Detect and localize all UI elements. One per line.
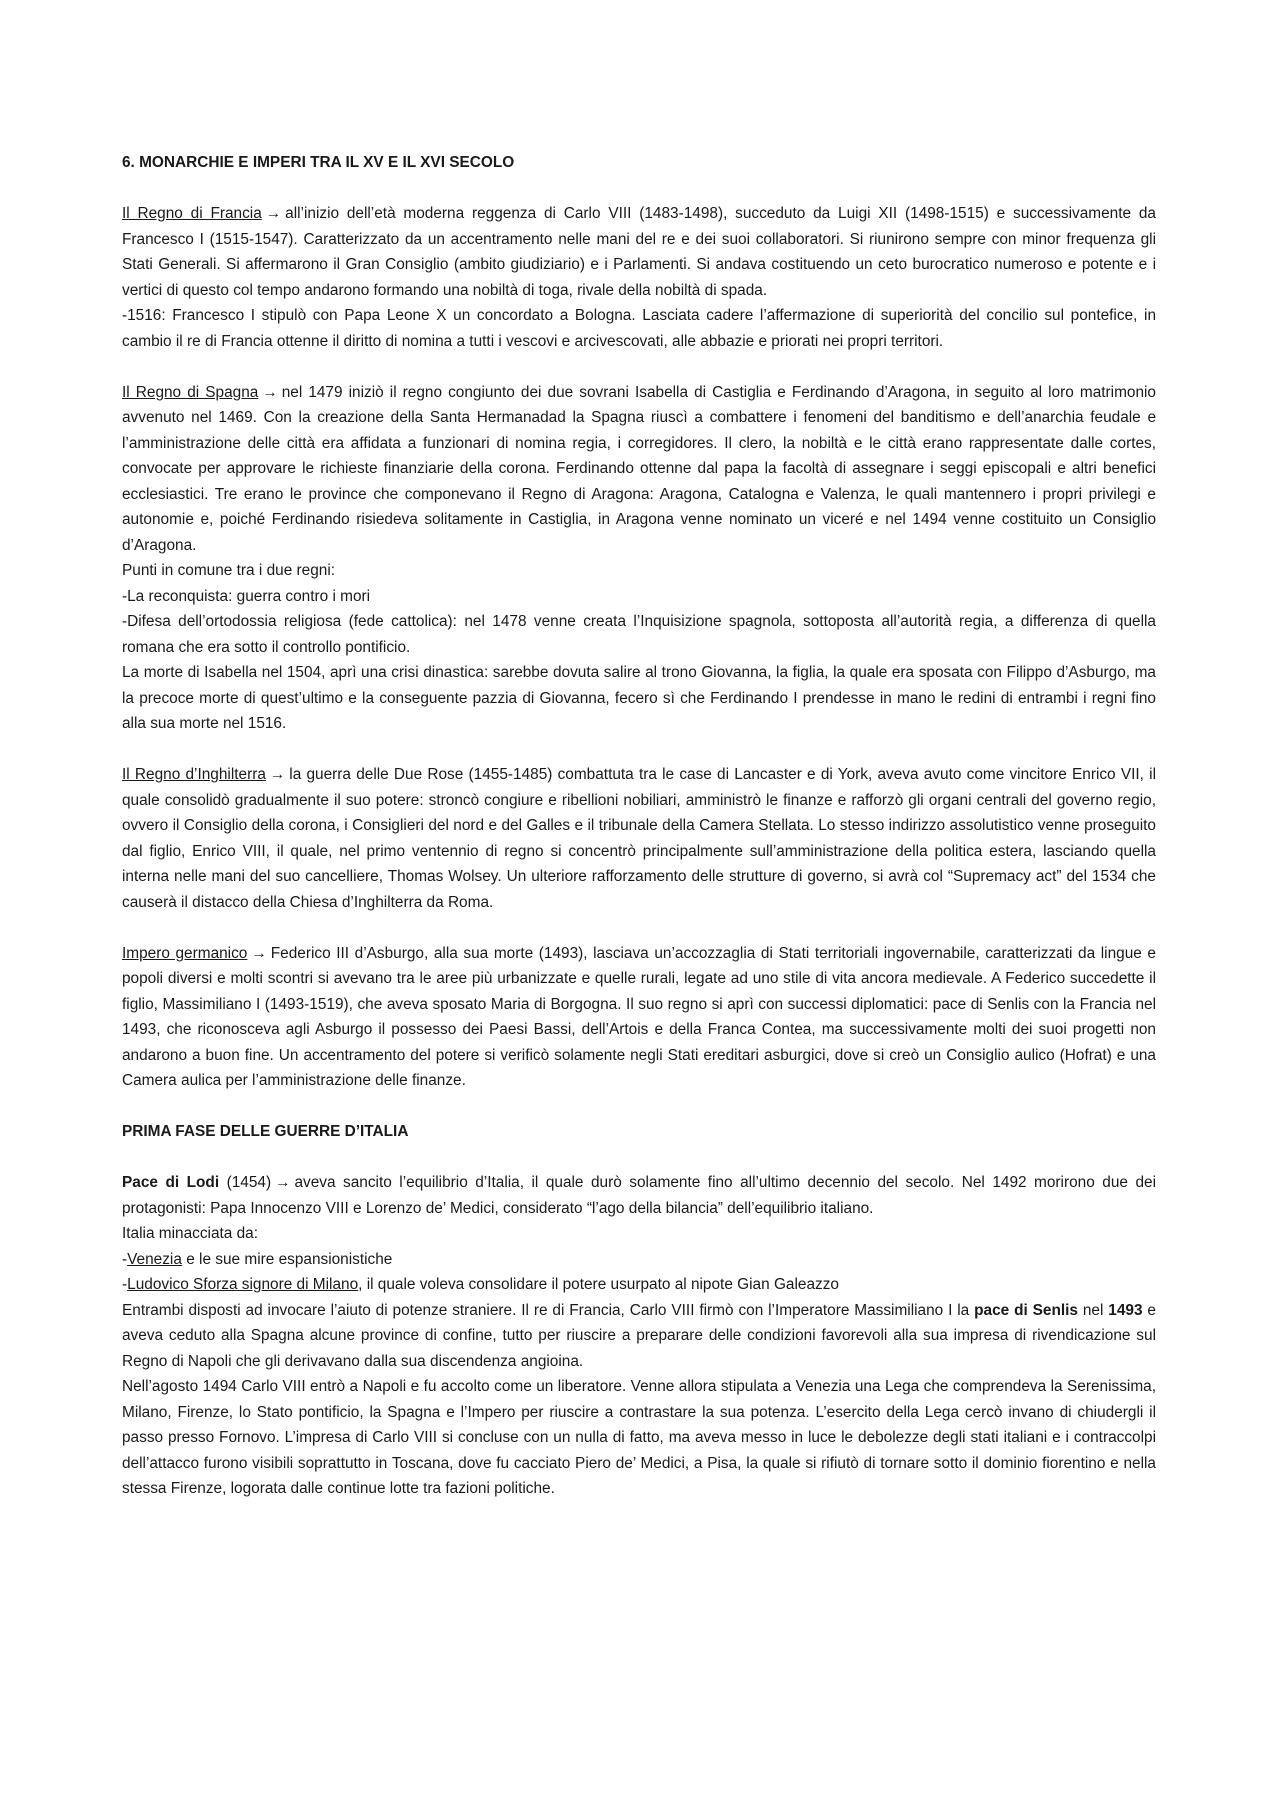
senlis-term: pace di Senlis (974, 1301, 1078, 1319)
lodi-year: (1454) (226, 1174, 272, 1191)
minacciata-line: Italia minacciata da: (122, 1225, 259, 1242)
section-guerre (122, 1170, 1156, 1502)
arrow-right-icon: → (265, 205, 282, 222)
section-impero (122, 941, 1156, 1094)
agosto-paragraph: Nell’agosto 1494 Carlo VIII entrò a Napoli e fu accolto come un liberatore. Venne allora stipulata a Venezia una Lega che comprendeva la Serenissima, Milano, Firenze, lo Stato pontificio, la Spagna e l’Impero per riuscire a contrastare la sua potenza. L’esercito della Lega cercò invano di chiudergli il passo presso Fornovo. L’impresa di Carlo VIII si concluse con un nulla di fatto, ma aveva messo in luce le debolezze degli stati italiani e i contraccolpi dell’attacco furono visibili soprattutto in Toscana, dove fu cacciato Piero de’ Medici, a Pisa, la quale si rifiutò di tornare sotto il dominio fiorentino e nella stessa Firenze, logorata dalle continue lotte tra fazioni politiche. (122, 1378, 1156, 1497)
spagna-paragraph-4: -Difesa dell’ortodossia religiosa (fede cattolica): nel 1478 venne creata l’Inquisizione spagnola, sottoposta all’autorità regia, a differenza di quella romana che era sotto il controllo pontificio. (122, 613, 1156, 656)
senlis-year: 1493 (1108, 1301, 1143, 1319)
spagna-paragraph-5: La morte di Isabella nel 1504, aprì una crisi dinastica: sarebbe dovuta salire al trono Giovanna, la figlia, la quale era sposata con Filippo d’Asburgo, ma la precoce morte di quest’ultimo e la conseguente pazzia di Giovanna, fecero sì che Ferdinando I prendesse in mano le redini di entrambi i regni fino alla sua morte nel 1516. (122, 664, 1156, 732)
document-page (122, 150, 1156, 1527)
francia-paragraph-2: -1516: Francesco I stipulò con Papa Leone X un concordato a Bologna. Lasciata cadere l’affermazione di superiorità del concilio sul pontefice, in cambio il re di Francia ottenne il diritto di nomina a tutti i vescovi e arcivescovati, alle abbazie e priorati nei propri territori. (122, 307, 1156, 350)
inghilterra-text-1: la guerra delle Due Rose (1455-1485) combattuta tra le case di Lancaster e di York, aveva avuto come vincitore Enrico VII, il quale consolidò gradualmente il suo potere: stroncò congiure e ribellioni nobiliari, amministrò le finanze e rafforzò gli organi centrali del governo regio, ovvero il Consiglio della corona, i Consiglieri del nord e del Galles e il tribunale della Camera Stellata. Lo stesso indirizzo assolutistico venne proseguito dal figlio, Enrico VIII, il quale, nel primo ventennio di regno si concentrò principalmente sull’amministrazione della politica estera, lasciando quella interna nelle mani del suo cancelliere, Thomas Wolsey. Un ulteriore rafforzamento delle strutture di governo, si avrà col “Supremacy act” del 1534 che causerà il distacco della Chiesa d’Inghilterra da Roma. (122, 766, 1156, 911)
lodi-paragraph (122, 1170, 1156, 1221)
spagna-text-1: nel 1479 iniziò il regno congiunto dei due sovrani Isabella di Castiglia e Ferdinando d’Aragona, in seguito al loro matrimonio avvenuto nel 1469. Con la creazione della Santa Hermanadad la Spagna riuscì a combattere i fenomeni del banditismo e dell’anarchia feudale e l’amministrazione delle città era affidata a funzionari di nomina regia, i corregidores. Il clero, la nobiltà e le città erano rappresentate dalle cortes, convocate per approvare le richieste finanziarie della corona. Ferdinando ottenne dal papa la facoltà di assegnare i seggi episcopali e altri benefici ecclesiastici. Tre erano le province che componevano il Regno di Aragona: Aragona, Catalogna e Valenza, le quali mantennero i propri privilegi e autonomie e, poiché Ferdinando risiedeva solitamente in Castiglia, in Aragona venne nominato un viceré e nel 1494 venne costituito un Consiglio d’Aragona. (122, 383, 1156, 554)
francia-paragraph-1 (122, 201, 1156, 303)
chapter-title: 6. MONARCHIE E IMPERI TRA IL XV E IL XVI SECOLO (122, 154, 515, 171)
entrambi-text-c: nel (1077, 1301, 1109, 1319)
venezia-line (122, 1247, 1156, 1273)
impero-paragraph-1 (122, 941, 1156, 1094)
section-guerre-heading (122, 1119, 1156, 1145)
dash: - (122, 1250, 128, 1268)
entrambi-paragraph (122, 1298, 1156, 1375)
entrambi-text-d: e aveva ceduto alla Spagna alcune province di confine, tutto per riuscire a preparare delle condizioni favorevoli alla sua impresa di rivendicazione sul Regno di Napoli che gli derivavano dalla sua discendenza angioina. (122, 1301, 1156, 1370)
francia-text-1: all’inizio dell’età moderna reggenza di Carlo VIII (1483-1498), succeduto da Luigi XII (1498-1515) e successivamente da Francesco I (1515-1547). Caratterizzato da un accentramento nelle mani del re e dei suoi collaboratori. Si riunirono sempre con minor frequenza gli Stati Generali. Si affermarono il Gran Consiglio (ambito giudiziario) e i Parlamenti. Si andava costituendo un ceto burocratico numeroso e potente e i vertici di questo col tempo andarono formando una nobiltà di toga, rivale della nobiltà di spada. (122, 205, 1156, 299)
ludovico-term: Ludovico Sforza signore di Milano (127, 1276, 359, 1293)
section-spagna (122, 380, 1156, 737)
spagna-heading: Il Regno di Spagna (122, 383, 259, 401)
francia-heading: Il Regno di Francia (122, 205, 262, 222)
venezia-rest: e le sue mire espansionistiche (181, 1250, 393, 1268)
inghilterra-paragraph-1 (122, 762, 1156, 915)
impero-heading: Impero germanico (122, 944, 248, 962)
lodi-text: aveva sancito l’equilibrio d’Italia, il quale durò solamente fino all’ultimo decennio del secolo. Nel 1492 morirono due dei protagonisti: Papa Innocenzo VIII e Lorenzo de’ Medici, considerato “l’ago della bilancia” dell’equilibrio italiano. (122, 1174, 1156, 1217)
entrambi-text-a: Entrambi disposti ad invocare l’aiuto di potenze straniere. Il re di Francia, Carlo VIII firmò con l’Imperatore Massimiliano I la (122, 1301, 975, 1319)
section-francia (122, 201, 1156, 354)
arrow-right-icon: → (251, 944, 267, 962)
spagna-paragraph-3: -La reconquista: guerra contro i mori (122, 587, 371, 605)
guerre-heading: PRIMA FASE DELLE GUERRE D’ITALIA (122, 1123, 409, 1140)
arrow-right-icon: → (275, 1174, 291, 1191)
spagna-paragraph-1 (122, 380, 1156, 559)
dash: - (122, 1276, 128, 1293)
arrow-right-icon: → (262, 383, 278, 401)
impero-text-1: Federico III d’Asburgo, alla sua morte (1493), lasciava un’accozzaglia di Stati territoriali ingovernabile, caratterizzati da lingue e popoli diversi e molti scontri si avevano tra le aree più urbanizzate e quelle rurali, legate ad uno stile di vita ancora medievale. A Federico succedette il figlio, Massimiliano I (1493-1519), che aveva sposato Maria di Borgogna. Il suo regno si aprì con successi diplomatici: pace di Senlis con la Francia nel 1493, che riconosceva agli Asburgo il possesso dei Paesi Bassi, dell’Artois e della Franca Contea, ma successivamente molti dei suoi progetti non andarono a buon fine. Un accentramento del potere si verificò solamente negli Stati ereditari asburgici, dove si creò un Consiglio aulico (Hofrat) e una Camera aulica per l’amministrazione delle finanze. (122, 944, 1156, 1089)
inghilterra-heading: Il Regno d’Inghilterra (122, 766, 266, 783)
venezia-term: Venezia (127, 1250, 182, 1268)
ludovico-line (122, 1272, 1156, 1298)
ludovico-rest: , il quale voleva consolidare il potere usurpato al nipote Gian Galeazzo (358, 1276, 839, 1293)
lodi-label: Pace di Lodi (122, 1174, 220, 1191)
arrow-right-icon: → (269, 766, 286, 783)
section-inghilterra (122, 762, 1156, 915)
spagna-paragraph-2: Punti in comune tra i due regni: (122, 562, 336, 579)
